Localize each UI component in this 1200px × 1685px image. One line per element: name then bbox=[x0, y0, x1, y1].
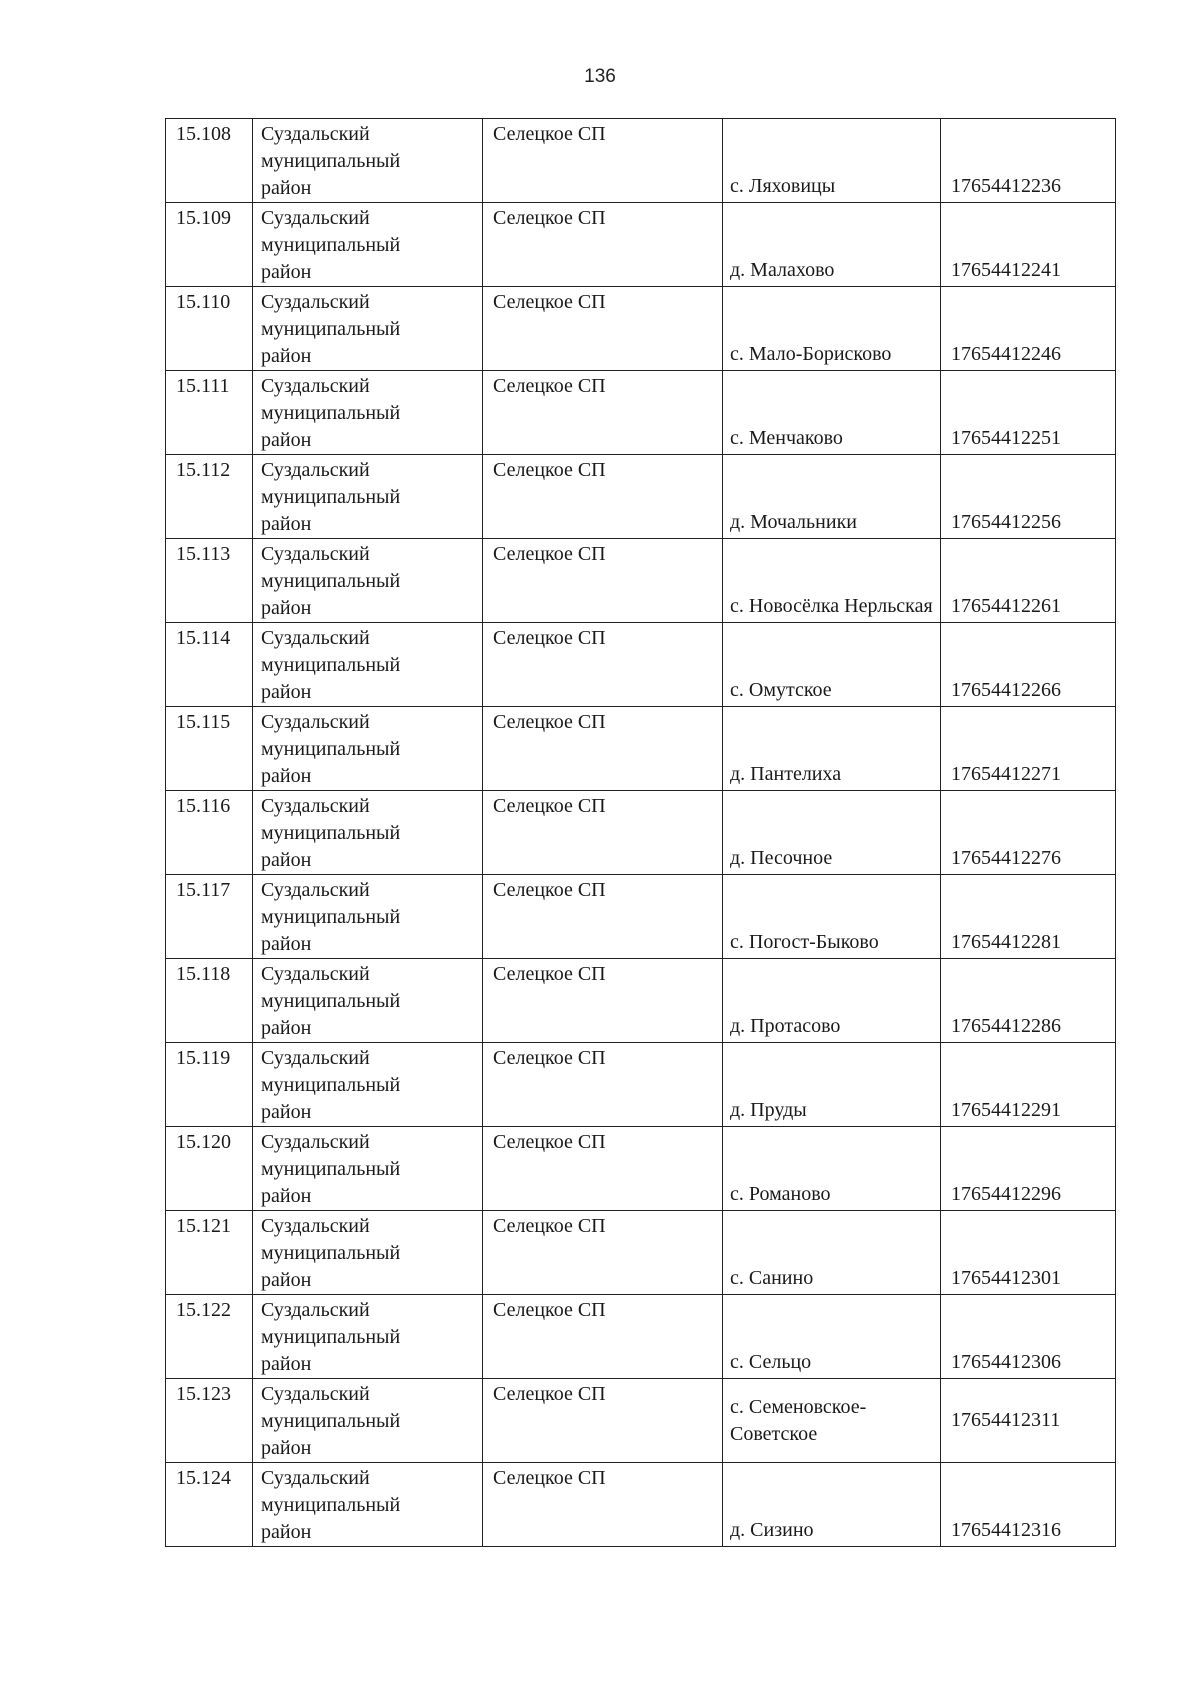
district-line: муниципальный bbox=[261, 738, 401, 760]
district-line: муниципальный bbox=[261, 1326, 401, 1348]
oktmo-code: 17654412286 bbox=[941, 959, 1116, 1043]
settlement-municipality: Селецкое СП bbox=[483, 875, 723, 959]
row-number: 15.123 bbox=[166, 1379, 253, 1463]
oktmo-code: 17654412261 bbox=[941, 539, 1116, 623]
table-row bbox=[166, 875, 1116, 959]
settlement-municipality: Селецкое СП bbox=[483, 455, 723, 539]
district-cell bbox=[253, 707, 483, 791]
table-row bbox=[166, 455, 1116, 539]
oktmo-code: 17654412251 bbox=[941, 371, 1116, 455]
settlement-municipality: Селецкое СП bbox=[483, 1211, 723, 1295]
oktmo-code: 17654412281 bbox=[941, 875, 1116, 959]
district-cell bbox=[253, 1379, 483, 1463]
district-cell bbox=[253, 287, 483, 371]
settlement-municipality: Селецкое СП bbox=[483, 623, 723, 707]
district-cell bbox=[253, 1211, 483, 1295]
table-row bbox=[166, 1379, 1116, 1463]
district-cell bbox=[253, 1295, 483, 1379]
settlement-municipality: Селецкое СП bbox=[483, 707, 723, 791]
district-line: Суздальский bbox=[261, 543, 370, 565]
district-cell bbox=[253, 623, 483, 707]
district-cell bbox=[253, 371, 483, 455]
row-number: 15.124 bbox=[166, 1463, 253, 1547]
district-cell bbox=[253, 1043, 483, 1127]
district-line: Суздальский bbox=[261, 711, 370, 733]
table-row bbox=[166, 1295, 1116, 1379]
district-line: муниципальный bbox=[261, 1410, 401, 1432]
district-line: муниципальный bbox=[261, 990, 401, 1012]
district-cell bbox=[253, 1127, 483, 1211]
row-number: 15.108 bbox=[166, 119, 253, 203]
district-line: район bbox=[261, 1353, 312, 1375]
locality-name: с. Погост-Быково bbox=[723, 875, 941, 959]
district-line: район bbox=[261, 177, 312, 199]
row-number: 15.109 bbox=[166, 203, 253, 287]
district-cell bbox=[253, 203, 483, 287]
district-line: Суздальский bbox=[261, 1383, 370, 1405]
district-line: район bbox=[261, 1017, 312, 1039]
oktmo-code: 17654412241 bbox=[941, 203, 1116, 287]
locality-name: д. Сизино bbox=[723, 1463, 941, 1547]
locality-name: с. Ляховицы bbox=[723, 119, 941, 203]
district-line: район bbox=[261, 1101, 312, 1123]
page-number: 136 bbox=[584, 66, 616, 87]
district-line: район bbox=[261, 1185, 312, 1207]
locality-name: с. Санино bbox=[723, 1211, 941, 1295]
oktmo-code: 17654412271 bbox=[941, 707, 1116, 791]
district-line: муниципальный bbox=[261, 150, 401, 172]
locality-name: с. Новосёлка Нерльская bbox=[723, 539, 941, 623]
oktmo-code: 17654412236 bbox=[941, 119, 1116, 203]
district-line: муниципальный bbox=[261, 906, 401, 928]
district-line: Суздальский bbox=[261, 795, 370, 817]
district-line: Суздальский bbox=[261, 963, 370, 985]
district-line: Суздальский bbox=[261, 627, 370, 649]
oktmo-code: 17654412296 bbox=[941, 1127, 1116, 1211]
table-row bbox=[166, 707, 1116, 791]
locality-name: с. Семеновское-Советское bbox=[723, 1379, 941, 1463]
locality-name: д. Протасово bbox=[723, 959, 941, 1043]
settlement-municipality: Селецкое СП bbox=[483, 371, 723, 455]
district-line: Суздальский bbox=[261, 1047, 370, 1069]
settlement-municipality: Селецкое СП bbox=[483, 791, 723, 875]
district-cell bbox=[253, 875, 483, 959]
district-line: муниципальный bbox=[261, 402, 401, 424]
district-cell bbox=[253, 1463, 483, 1547]
district-line: Суздальский bbox=[261, 459, 370, 481]
row-number: 15.121 bbox=[166, 1211, 253, 1295]
oktmo-code: 17654412246 bbox=[941, 287, 1116, 371]
district-line: Суздальский bbox=[261, 1299, 370, 1321]
settlement-municipality: Селецкое СП bbox=[483, 119, 723, 203]
row-number: 15.117 bbox=[166, 875, 253, 959]
district-line: Суздальский bbox=[261, 207, 370, 229]
locality-name: с. Мало-Борисково bbox=[723, 287, 941, 371]
district-line: Суздальский bbox=[261, 1467, 370, 1489]
district-line: муниципальный bbox=[261, 570, 401, 592]
row-number: 15.114 bbox=[166, 623, 253, 707]
row-number: 15.110 bbox=[166, 287, 253, 371]
district-line: Суздальский bbox=[261, 123, 370, 145]
locality-name: с. Омутское bbox=[723, 623, 941, 707]
district-line: муниципальный bbox=[261, 1494, 401, 1516]
oktmo-code: 17654412301 bbox=[941, 1211, 1116, 1295]
district-cell bbox=[253, 539, 483, 623]
settlement-municipality: Селецкое СП bbox=[483, 1463, 723, 1547]
district-cell bbox=[253, 119, 483, 203]
row-number: 15.115 bbox=[166, 707, 253, 791]
table-row bbox=[166, 1211, 1116, 1295]
district-line: муниципальный bbox=[261, 318, 401, 340]
row-number: 15.122 bbox=[166, 1295, 253, 1379]
oktmo-code: 17654412311 bbox=[941, 1379, 1116, 1463]
settlements-table bbox=[165, 118, 1116, 1547]
settlement-municipality: Селецкое СП bbox=[483, 203, 723, 287]
row-number: 15.119 bbox=[166, 1043, 253, 1127]
district-line: район bbox=[261, 597, 312, 619]
district-cell bbox=[253, 791, 483, 875]
table-row bbox=[166, 1127, 1116, 1211]
district-line: муниципальный bbox=[261, 486, 401, 508]
district-line: район bbox=[261, 681, 312, 703]
district-line: район bbox=[261, 1269, 312, 1291]
district-line: район bbox=[261, 429, 312, 451]
settlement-municipality: Селецкое СП bbox=[483, 287, 723, 371]
district-cell bbox=[253, 455, 483, 539]
district-line: Суздальский bbox=[261, 879, 370, 901]
table-body bbox=[166, 119, 1116, 1547]
locality-name: д. Малахово bbox=[723, 203, 941, 287]
oktmo-code: 17654412291 bbox=[941, 1043, 1116, 1127]
district-line: район bbox=[261, 933, 312, 955]
table-row bbox=[166, 371, 1116, 455]
district-line: Суздальский bbox=[261, 1131, 370, 1153]
locality-name: д. Пруды bbox=[723, 1043, 941, 1127]
district-line: муниципальный bbox=[261, 654, 401, 676]
settlement-municipality: Селецкое СП bbox=[483, 1379, 723, 1463]
district-line: район bbox=[261, 765, 312, 787]
settlement-municipality: Селецкое СП bbox=[483, 1295, 723, 1379]
district-line: муниципальный bbox=[261, 1158, 401, 1180]
district-cell bbox=[253, 959, 483, 1043]
district-line: район bbox=[261, 1437, 312, 1459]
locality-name: д. Пантелиха bbox=[723, 707, 941, 791]
district-line: Суздальский bbox=[261, 375, 370, 397]
row-number: 15.118 bbox=[166, 959, 253, 1043]
district-line: район bbox=[261, 261, 312, 283]
table-row bbox=[166, 791, 1116, 875]
locality-name: с. Менчаково bbox=[723, 371, 941, 455]
settlement-municipality: Селецкое СП bbox=[483, 959, 723, 1043]
locality-name: д. Песочное bbox=[723, 791, 941, 875]
district-line: Суздальский bbox=[261, 291, 370, 313]
district-line: муниципальный bbox=[261, 1242, 401, 1264]
settlement-municipality: Селецкое СП bbox=[483, 1127, 723, 1211]
settlement-municipality: Селецкое СП bbox=[483, 539, 723, 623]
row-number: 15.111 bbox=[166, 371, 253, 455]
settlement-municipality: Селецкое СП bbox=[483, 1043, 723, 1127]
district-line: муниципальный bbox=[261, 234, 401, 256]
row-number: 15.116 bbox=[166, 791, 253, 875]
oktmo-code: 17654412306 bbox=[941, 1295, 1116, 1379]
oktmo-code: 17654412256 bbox=[941, 455, 1116, 539]
row-number: 15.120 bbox=[166, 1127, 253, 1211]
district-line: район bbox=[261, 345, 312, 367]
table-row bbox=[166, 539, 1116, 623]
oktmo-code: 17654412266 bbox=[941, 623, 1116, 707]
table-row bbox=[166, 203, 1116, 287]
district-line: район bbox=[261, 1521, 312, 1543]
district-line: муниципальный bbox=[261, 822, 401, 844]
oktmo-code: 17654412276 bbox=[941, 791, 1116, 875]
table-row bbox=[166, 623, 1116, 707]
locality-name: д. Мочальники bbox=[723, 455, 941, 539]
oktmo-code: 17654412316 bbox=[941, 1463, 1116, 1547]
row-number: 15.113 bbox=[166, 539, 253, 623]
district-line: муниципальный bbox=[261, 1074, 401, 1096]
table-row bbox=[166, 119, 1116, 203]
table-row bbox=[166, 1463, 1116, 1547]
table-row bbox=[166, 1043, 1116, 1127]
table-row bbox=[166, 959, 1116, 1043]
locality-name: с. Сельцо bbox=[723, 1295, 941, 1379]
row-number: 15.112 bbox=[166, 455, 253, 539]
district-line: район bbox=[261, 849, 312, 871]
district-line: Суздальский bbox=[261, 1215, 370, 1237]
locality-name: с. Романово bbox=[723, 1127, 941, 1211]
district-line: район bbox=[261, 513, 312, 535]
table-row bbox=[166, 287, 1116, 371]
